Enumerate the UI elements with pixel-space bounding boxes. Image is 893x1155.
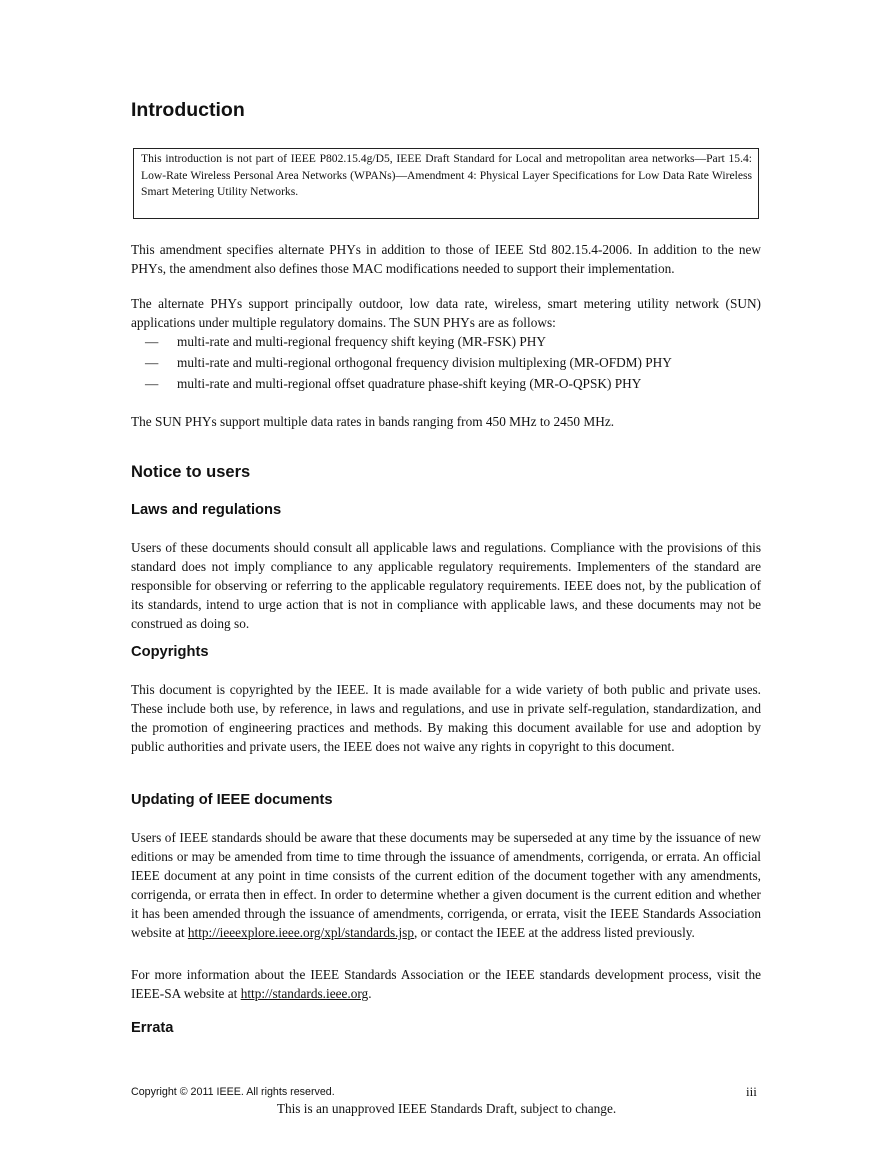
page-title: Introduction bbox=[131, 99, 245, 121]
list-item bbox=[131, 332, 761, 353]
ieee-xplore-standards-link[interactable]: http://ieeexplore.ieee.org/xpl/standards.jsp bbox=[187, 925, 414, 940]
updating-text: Users of IEEE standards should be aware that these documents may be superseded at any time by the issuance of new editions or may be amended from time to time through the issuance of amendments, corrigenda, or errata. An official IEEE document at any point in time consists of the current edition of the document together with any amendments, corrigenda, or errata then in effect. In order to determine whether a given document is the current edition and whether it has been amended through the issuance of amendments, corrigenda, or errata, visit the IEEE Standards Association website at bbox=[131, 830, 761, 940]
footer-draft-notice: This is an unapproved IEEE Standards Draft, subject to change. bbox=[276, 1101, 617, 1116]
errata-heading: Errata bbox=[131, 1020, 174, 1036]
list-item bbox=[131, 353, 761, 374]
copyrights-paragraph: This document is copyrighted by the IEEE. It is made available for a wide variety of both public and private uses. These include both use, by reference, in laws and regulations, and use in private self-regulation, standardization, and the promotion of engineering practices and methods. By making this document available for use and adoption by public authorities and private users, the IEEE does not waive any rights in copyright to this document. bbox=[131, 682, 761, 754]
list-item bbox=[131, 374, 761, 395]
updating-text-end: , or contact the IEEE at the address listed previously. bbox=[414, 925, 695, 940]
footer-page-number: iii bbox=[746, 1084, 757, 1099]
intro-paragraph-1: This amendment specifies alternate PHYs in addition to those of IEEE Std 802.15.4-2006. In addition to the new PHYs, the amendment also defines those MAC modifications needed to support their implementation. bbox=[131, 242, 761, 276]
notice-heading: Notice to users bbox=[131, 463, 251, 481]
list-item-text: multi-rate and multi-regional offset quadrature phase-shift keying (MR-O-QPSK) PHY bbox=[177, 376, 642, 391]
list-item-text: multi-rate and multi-regional orthogonal frequency division multiplexing (MR-OFDM) PHY bbox=[177, 355, 672, 370]
sun-phy-list bbox=[131, 332, 761, 395]
updating-paragraph bbox=[131, 828, 761, 942]
list-dash: — bbox=[145, 355, 159, 370]
introduction-notice-box: This introduction is not part of IEEE P802.15.4g/D5, IEEE Draft Standard for Local and metropolitan area networks—Part 15.4: Low-Rate Wireless Personal Area Networks (WPANs)—Amendment 4: Physical Layer Specifications for Low Data Rate Wireless Smart Metering Utility Networks. bbox=[133, 148, 759, 219]
laws-paragraph: Users of these documents should consult all applicable laws and regulations. Compliance with the provisions of this standard does not imply compliance to any applicable regulatory requirements. Implementers of the standard are responsible for observing or referring to the applicable regulatory requirements. IEEE does not, by the publication of its standards, intend to urge action that is not in compliance with applicable laws, and these documents may not be construed as doing so. bbox=[131, 540, 761, 631]
more-info-end: . bbox=[368, 986, 372, 1001]
laws-heading: Laws and regulations bbox=[131, 502, 282, 518]
intro-paragraph-2: The alternate PHYs support principally outdoor, low data rate, wireless, smart metering utility network (SUN) applications under multiple regulatory domains. The SUN PHYs are as follows: bbox=[131, 296, 761, 330]
list-item-text: multi-rate and multi-regional frequency shift keying (MR-FSK) PHY bbox=[177, 334, 546, 349]
updating-heading: Updating of IEEE documents bbox=[131, 792, 333, 808]
more-info-text: For more information about the IEEE Standards Association or the IEEE standards development process, visit the IEEE-SA website at bbox=[131, 967, 761, 1001]
list-dash: — bbox=[145, 334, 159, 349]
footer-copyright: Copyright © 2011 IEEE. All rights reserved. bbox=[131, 1086, 335, 1098]
ieee-sa-website-link[interactable]: http://standards.ieee.org bbox=[240, 986, 369, 1001]
copyrights-heading: Copyrights bbox=[131, 644, 209, 660]
list-dash: — bbox=[145, 376, 159, 391]
more-info-paragraph bbox=[131, 965, 761, 1003]
intro-paragraph-3: The SUN PHYs support multiple data rates in bands ranging from 450 MHz to 2450 MHz. bbox=[131, 414, 615, 429]
